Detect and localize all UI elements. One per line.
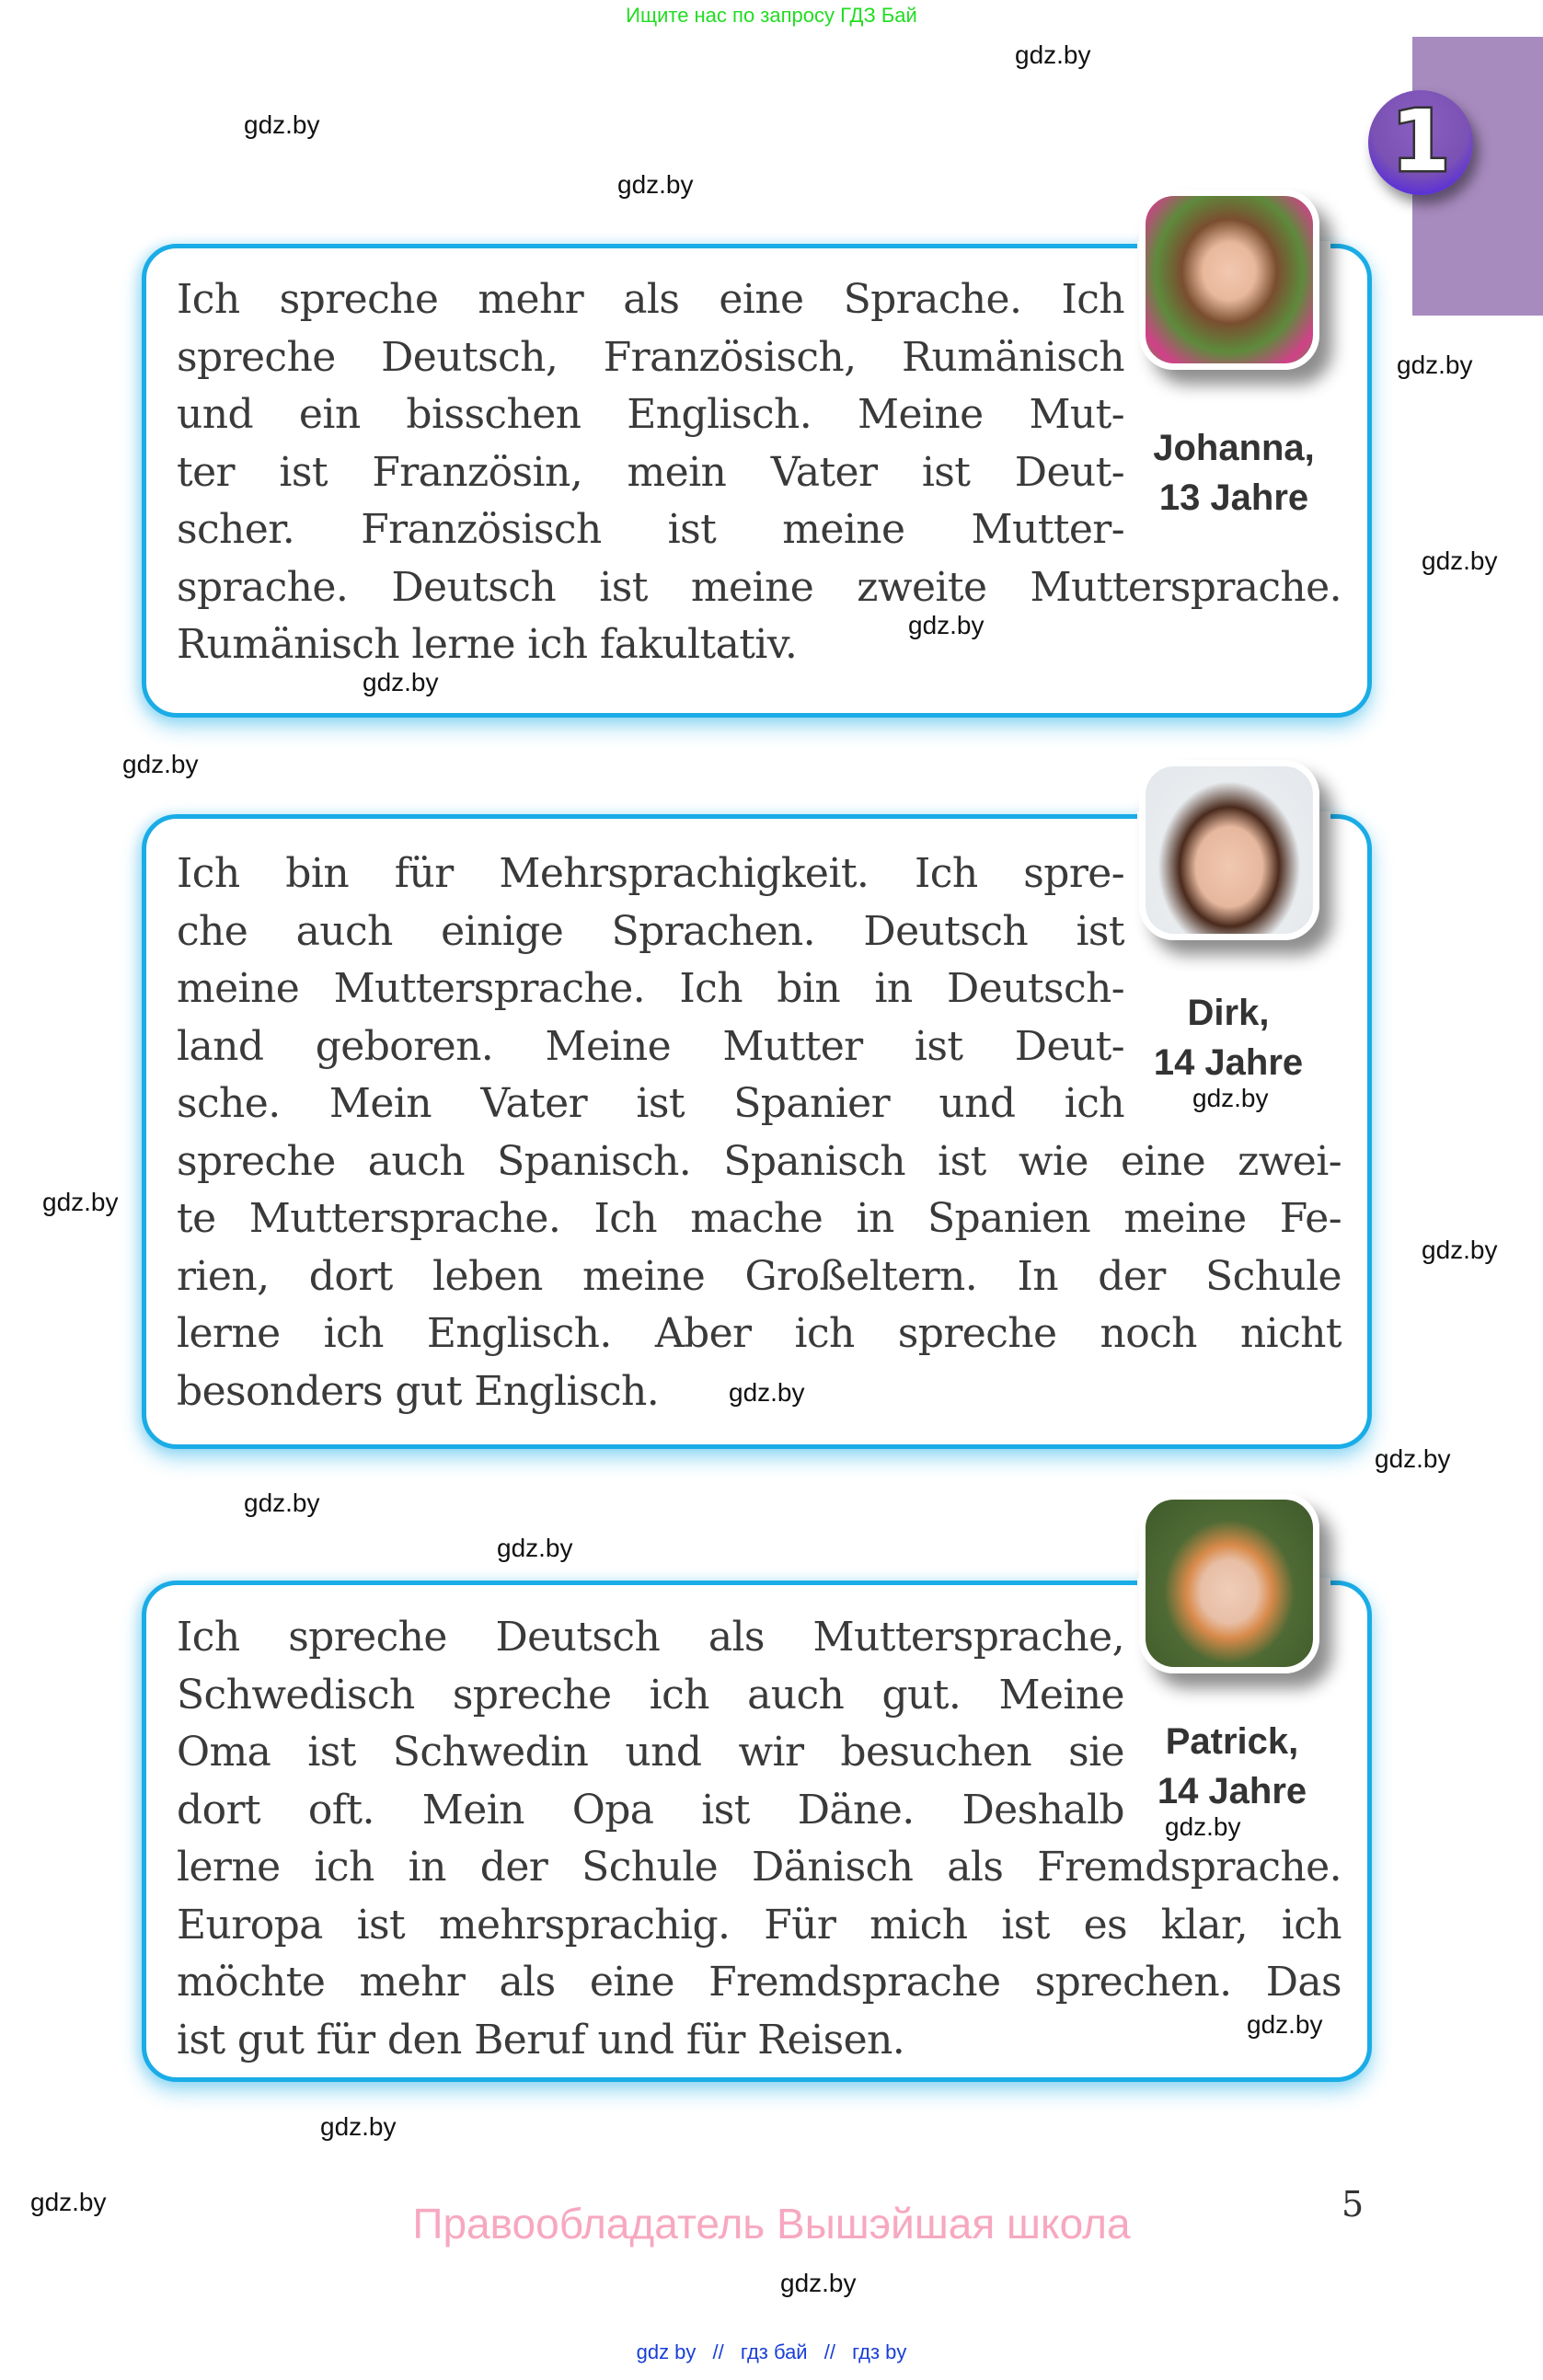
text-line: Oma ist Schwedin und wir besuchen sie bbox=[177, 1729, 1124, 1776]
watermark: gdz.by bbox=[729, 1378, 805, 1407]
watermark: gdz.by bbox=[244, 1489, 320, 1517]
text-line: sche. Mein Vater ist Spanier und ich bbox=[177, 1080, 1124, 1127]
text-line: und ein bisschen Englisch. Meine Mut- bbox=[177, 391, 1124, 438]
watermark: gdz.by bbox=[1422, 1236, 1498, 1264]
person-name: Patrick, bbox=[1165, 1721, 1299, 1762]
text-line: te Muttersprache. Ich mache in Spanien meine Fe- bbox=[177, 1195, 1341, 1242]
chapter-number-badge bbox=[1368, 90, 1473, 195]
text-line: besonders gut Englisch. bbox=[177, 1367, 660, 1415]
footer-link-gdz-by[interactable]: gdz by bbox=[636, 2340, 697, 2363]
watermark: gdz.by bbox=[244, 110, 320, 139]
search-banner: Ищите нас по запросу ГДЗ Бай bbox=[626, 4, 917, 27]
footer-link-gdz-by-cyr[interactable]: гдз by bbox=[852, 2340, 907, 2363]
text-line: ter ist Französin, mein Vater ist Deut- bbox=[177, 448, 1124, 496]
person-name: Johanna, bbox=[1153, 428, 1315, 468]
text-line: Schwedisch spreche ich auch gut. Meine bbox=[177, 1671, 1124, 1719]
text-line: spreche Deutsch, Französisch, Rumänisch bbox=[177, 333, 1124, 381]
text-line: spreche auch Spanisch. Spanisch ist wie eine zwei- bbox=[177, 1137, 1341, 1185]
text-line: lerne ich in der Schule Dänisch als Fremdsprache. bbox=[177, 1844, 1341, 1891]
footer-link-gdz-bai[interactable]: гдз бай bbox=[740, 2340, 808, 2363]
chapter-number: 1 bbox=[1390, 92, 1450, 190]
page-number: 5 bbox=[1341, 2184, 1365, 2225]
person-age: 14 Jahre bbox=[1153, 1042, 1304, 1083]
watermark: gdz.by bbox=[1422, 546, 1498, 575]
watermark: gdz.by bbox=[1397, 351, 1473, 379]
copyright-notice: Правообладатель Вышэйшая школа bbox=[412, 2200, 1131, 2248]
text-line: dort oft. Mein Opa ist Däne. Deshalb bbox=[177, 1786, 1124, 1834]
text-line: lerne ich Englisch. Aber ich spreche noch nicht bbox=[177, 1310, 1341, 1357]
text-line: Rumänisch lerne ich fakultativ. bbox=[177, 621, 798, 668]
footer-separator: // bbox=[823, 2340, 835, 2363]
text-line: Europa ist mehrsprachig. Für mich ist es klar, ich bbox=[177, 1901, 1341, 1949]
text-line: Ich bin für Mehrsprachigkeit. Ich spre- bbox=[177, 850, 1124, 897]
photo-dirk bbox=[1139, 760, 1319, 940]
text-line: land geboren. Meine Mutter ist Deut- bbox=[177, 1022, 1124, 1070]
watermark: gdz.by bbox=[780, 2269, 857, 2297]
watermark: gdz.by bbox=[1375, 1444, 1451, 1473]
watermark: gdz.by bbox=[1015, 40, 1091, 69]
watermark: gdz.by bbox=[1192, 1084, 1269, 1112]
watermark: gdz.by bbox=[908, 611, 985, 639]
footer-separator: // bbox=[712, 2340, 724, 2363]
person-name: Dirk, bbox=[1187, 993, 1270, 1033]
text-line: rien, dort leben meine Großeltern. In der Schule bbox=[177, 1252, 1341, 1300]
person-age: 14 Jahre bbox=[1157, 1771, 1307, 1811]
text-line: che auch einige Sprachen. Deutsch ist bbox=[177, 907, 1124, 955]
watermark: gdz.by bbox=[1165, 1812, 1241, 1841]
watermark: gdz.by bbox=[122, 750, 199, 778]
text-line: sprache. Deutsch ist meine zweite Muttersprache. bbox=[177, 563, 1341, 611]
watermark: gdz.by bbox=[42, 1188, 119, 1216]
watermark: gdz.by bbox=[363, 668, 439, 696]
text-line: meine Muttersprache. Ich bin in Deutsch- bbox=[177, 965, 1124, 1012]
footer-links bbox=[0, 2340, 1543, 2364]
text-line: Ich spreche mehr als eine Sprache. Ich bbox=[177, 276, 1124, 323]
text-line: Ich spreche Deutsch als Muttersprache, bbox=[177, 1614, 1124, 1661]
text-line: ist gut für den Beruf und für Reisen. bbox=[177, 2016, 905, 2064]
text-line: scher. Französisch ist meine Mutter- bbox=[177, 506, 1124, 553]
text-line: möchte mehr als eine Fremdsprache sprechen. Das bbox=[177, 1959, 1341, 2006]
watermark: gdz.by bbox=[497, 1534, 573, 1562]
photo-patrick bbox=[1139, 1493, 1319, 1673]
watermark: gdz.by bbox=[320, 2112, 397, 2141]
watermark: gdz.by bbox=[30, 2188, 107, 2216]
person-age: 13 Jahre bbox=[1158, 477, 1309, 518]
photo-johanna bbox=[1139, 190, 1319, 370]
watermark: gdz.by bbox=[617, 170, 694, 199]
watermark: gdz.by bbox=[1247, 2010, 1323, 2039]
